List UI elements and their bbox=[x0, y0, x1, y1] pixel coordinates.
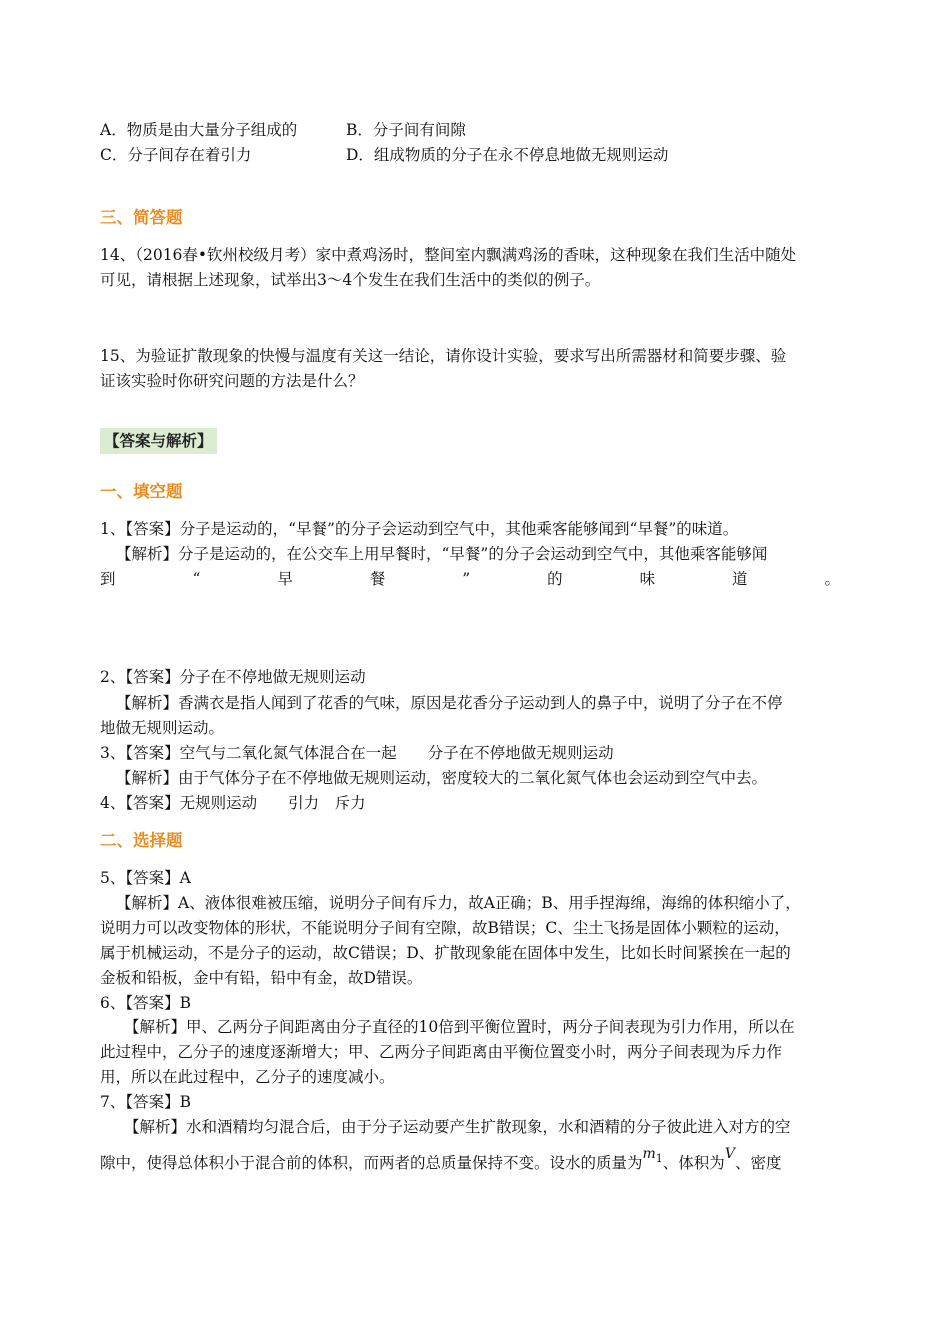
mass-subscript: 1 bbox=[655, 1151, 663, 1165]
analysis-7-text: 隙中，使得总体积小于混合前的体积，而两者的总质量保持不变。设水的质量为 bbox=[100, 1154, 643, 1172]
option-b: B．分子间有间隙 bbox=[346, 121, 466, 139]
spread-word: “ bbox=[192, 570, 201, 588]
analysis-1-line-2 bbox=[100, 568, 840, 590]
analysis-5-line-3: 属于机械运动，不是分子的运动，故C错误；D、扩散现象能在固体中发生，比如长时间紧挨在一起的 bbox=[100, 944, 791, 962]
spread-word: 早 bbox=[277, 570, 293, 588]
answer-3: 3、【答案】空气与二氧化氮气体混合在一起 分子在不停地做无规则运动 bbox=[100, 744, 614, 762]
section-title-short-answer: 三、简答题 bbox=[100, 208, 183, 227]
spread-word: 的 bbox=[547, 570, 563, 588]
analysis-3: 【解析】由于气体分子在不停地做无规则运动，密度较大的二氧化氮气体也会运动到空气中去。 bbox=[116, 769, 768, 787]
answer-2: 2、【答案】分子在不停地做无规则运动 bbox=[100, 668, 366, 686]
question-14-line-2: 可见，请根据上述现象，试举出3～4个发生在我们生活中的类似的例子。 bbox=[100, 271, 601, 289]
answer-1: 1、【答案】分子是运动的，“早餐”的分子会运动到空气中，其他乘客能够闻到“早餐”的味道。 bbox=[100, 520, 739, 538]
option-c: C．分子间存在着引力 bbox=[100, 146, 252, 164]
analysis-2-line-2: 地做无规则运动。 bbox=[100, 719, 225, 737]
analysis-1-line-1: 【解析】分子是运动的，在公交车上用早餐时，“早餐”的分子会运动到空气中，其他乘客能够闻 bbox=[116, 545, 768, 563]
option-d: D．组成物质的分子在永不停息地做无规则运动 bbox=[346, 146, 669, 164]
question-15-line-1: 15、为验证扩散现象的快慢与温度有关这一结论，请你设计实验，要求写出所需器材和简要步骤、验 bbox=[100, 347, 787, 365]
analysis-6-line-1: 【解析】甲、乙两分子间距离由分子直径的10倍到平衡位置时，两分子间表现为引力作用，所以在 bbox=[124, 1018, 795, 1036]
question-14-line-1: 14、（2016春•钦州校级月考）家中煮鸡汤时，整间室内飘满鸡汤的香味，这种现象在我们生活中随处 bbox=[100, 246, 797, 264]
analysis-2-line-1: 【解析】香满衣是指人闻到了花香的气味，原因是花香分子运动到人的鼻子中，说明了分子在不停 bbox=[116, 694, 783, 712]
analysis-7-line-1: 【解析】水和酒精均匀混合后，由于分子运动要产生扩散现象，水和酒精的分子彼此进入对方的空 bbox=[124, 1118, 791, 1136]
answer-5: 5、【答案】A bbox=[100, 869, 191, 887]
answer-section-header: 【答案与解析】 bbox=[100, 428, 217, 454]
spread-word: 餐 bbox=[369, 570, 386, 588]
question-15-line-2: 证该实验时你研究问题的方法是什么？ bbox=[100, 372, 364, 390]
analysis-7-mid: 、体积为 bbox=[662, 1154, 725, 1172]
analysis-5-line-4: 金板和铅板，金中有铅，铅中有金，故D错误。 bbox=[100, 969, 423, 987]
spread-word: ” bbox=[462, 570, 471, 588]
spread-word: 。 bbox=[824, 570, 840, 588]
analysis-6-line-3: 用，所以在此过程中，乙分子的速度减小。 bbox=[100, 1068, 395, 1086]
analysis-7-end: 、密度 bbox=[734, 1154, 782, 1172]
analysis-5-line-1: 【解析】A、液体很难被压缩，说明分子间有斥力，故A正确；B、用手捏海绵，海绵的体积缩小了， bbox=[116, 894, 801, 912]
analysis-5-line-2: 说明力可以改变物体的形状，不能说明分子间有空隙，故B错误；C、尘土飞扬是固体小颗粒的运动， bbox=[100, 919, 790, 937]
option-a: A．物质是由大量分子组成的 bbox=[100, 121, 298, 139]
spread-word: 到 bbox=[100, 570, 116, 588]
answer-4: 4、【答案】无规则运动 引力 斥力 bbox=[100, 794, 366, 812]
answer-6: 6、【答案】B bbox=[100, 994, 192, 1012]
answer-section-title-choice: 二、选择题 bbox=[100, 831, 183, 850]
spread-word: 道 bbox=[732, 570, 748, 588]
analysis-6-line-2: 此过程中，乙分子的速度逐渐增大；甲、乙两分子间距离由平衡位置变小时，两分子间表现为斥力作 bbox=[100, 1043, 783, 1061]
mass-variable bbox=[642, 1146, 663, 1165]
spread-word: 味 bbox=[639, 570, 656, 588]
analysis-7-line-2 bbox=[100, 1146, 850, 1180]
volume-variable: V bbox=[724, 1146, 735, 1162]
answer-7: 7、【答案】B bbox=[100, 1093, 192, 1111]
answer-section-title-fill-blank: 一、填空题 bbox=[100, 482, 183, 501]
mass-symbol: m bbox=[642, 1146, 656, 1162]
